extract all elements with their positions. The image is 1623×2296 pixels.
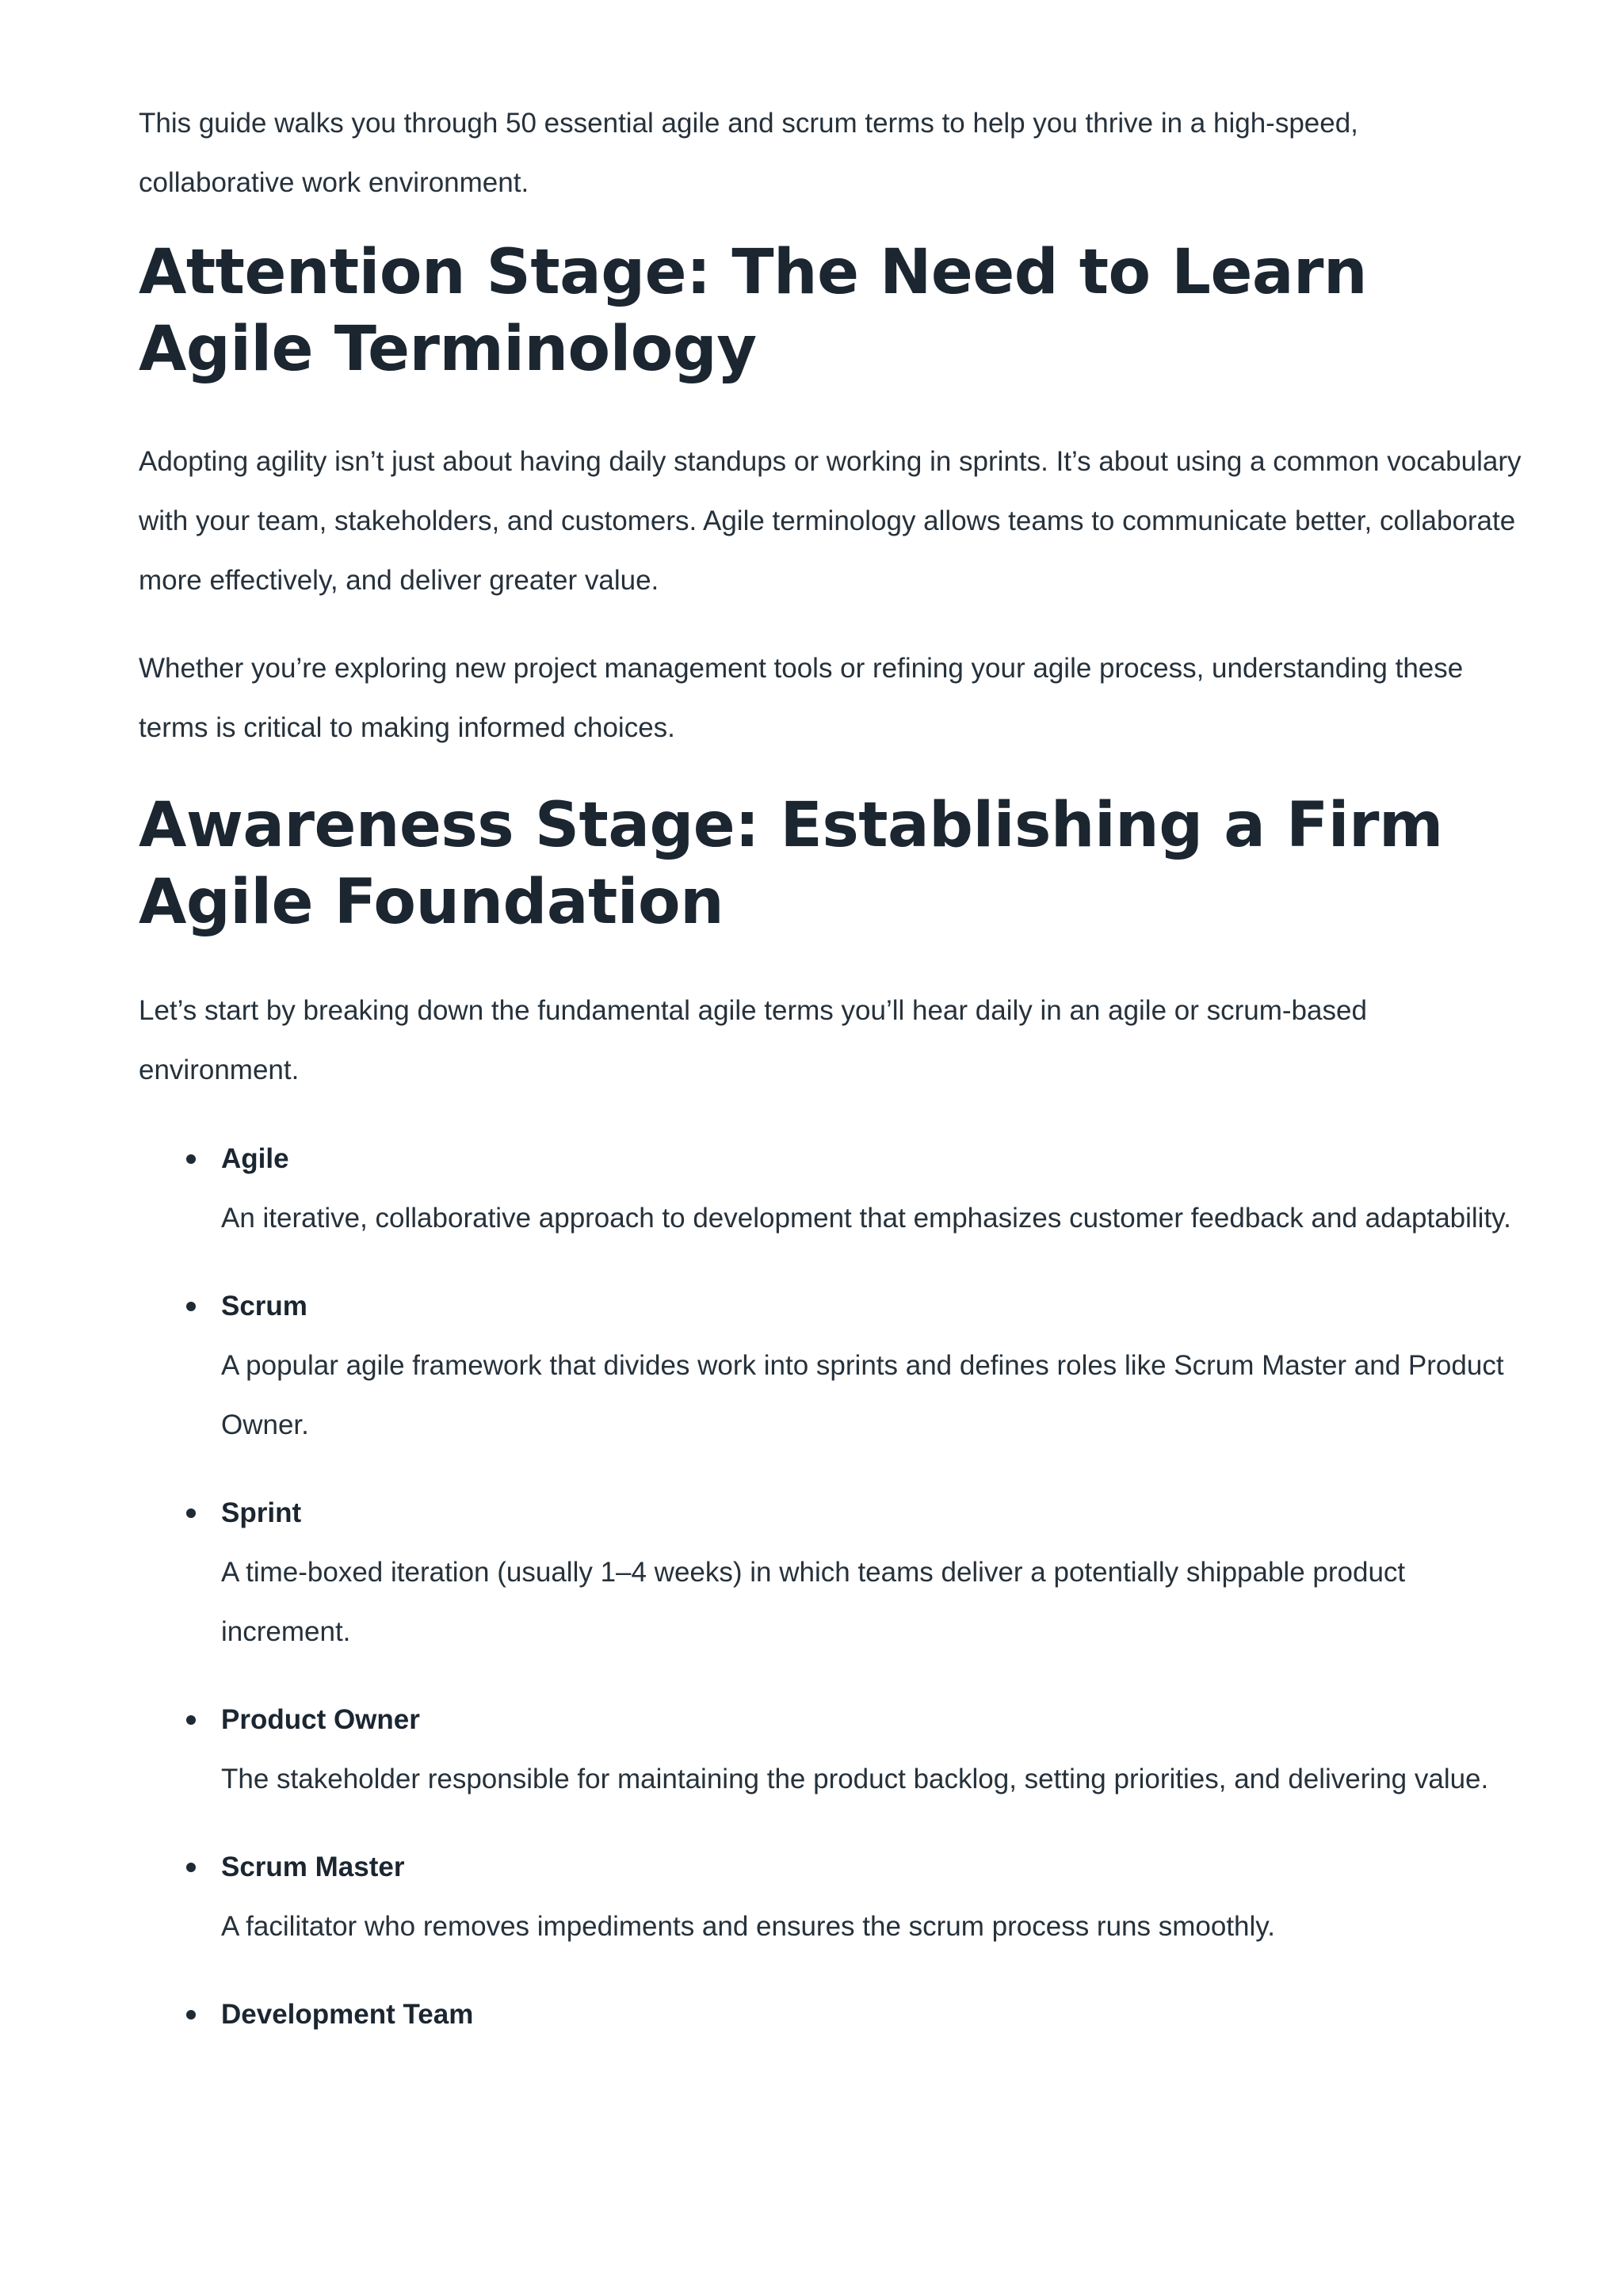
attention-paragraph-1: Adopting agility isn’t just about having daily standups or working in sprints. It’s about using a common vocabulary with your team, stakeholders, and customers. Agile terminology allows teams to communicate better, collaborate more effectively, and deliver greater value.: [139, 446, 1522, 596]
term-description: An iterative, collaborative approach to development that emphasizes customer feedback and adaptability.: [221, 1203, 1511, 1234]
term-description: The stakeholder responsible for maintaining the product backlog, setting priorities, and delivering value.: [221, 1764, 1489, 1794]
awareness-stage-heading: Awareness Stage: Establishing a Firm Agile Foundation: [139, 790, 1443, 938]
bullet-icon: [186, 1508, 196, 1518]
term-description: A time-boxed iteration (usually 1–4 weeks) in which teams deliver a potentially shippable product increment.: [221, 1557, 1406, 1647]
bullet-icon: [186, 1302, 196, 1311]
term-item-scrum: [221, 1276, 1522, 1455]
term-description: A popular agile framework that divides work into sprints and defines roles like Scrum Master and Product Owner.: [221, 1350, 1504, 1440]
agile-terms-list: [139, 1129, 1522, 2044]
bullet-icon: [186, 1715, 196, 1725]
term-item-product-owner: [221, 1690, 1522, 1809]
bullet-icon: [186, 1154, 196, 1164]
bullet-icon: [186, 2010, 196, 2019]
term-title: Scrum Master: [221, 1852, 405, 1882]
article-content: [139, 93, 1522, 2073]
term-title: Sprint: [221, 1497, 302, 1528]
term-item-agile: [221, 1129, 1522, 1248]
term-title: Development Team: [221, 1999, 474, 2030]
intro-paragraph: This guide walks you through 50 essential agile and scrum terms to help you thrive in a high-speed, collaborative work environment.: [139, 108, 1358, 198]
attention-paragraph-2: Whether you’re exploring new project management tools or refining your agile process, understanding these terms is critical to making informed choices.: [139, 653, 1464, 743]
awareness-intro-paragraph: Let’s start by breaking down the fundamental agile terms you’ll hear daily in an agile or scrum-based environment.: [139, 995, 1367, 1085]
term-item-development-team: [221, 1985, 1522, 2044]
term-item-scrum-master: [221, 1837, 1522, 1956]
term-title: Agile: [221, 1143, 289, 1174]
term-item-sprint: [221, 1483, 1522, 1661]
term-title: Scrum: [221, 1291, 307, 1322]
term-description: A facilitator who removes impediments and ensures the scrum process runs smoothly.: [221, 1911, 1275, 1942]
term-title: Product Owner: [221, 1704, 420, 1735]
bullet-icon: [186, 1863, 196, 1872]
attention-stage-heading: Attention Stage: The Need to Learn Agile Terminology: [139, 237, 1367, 385]
